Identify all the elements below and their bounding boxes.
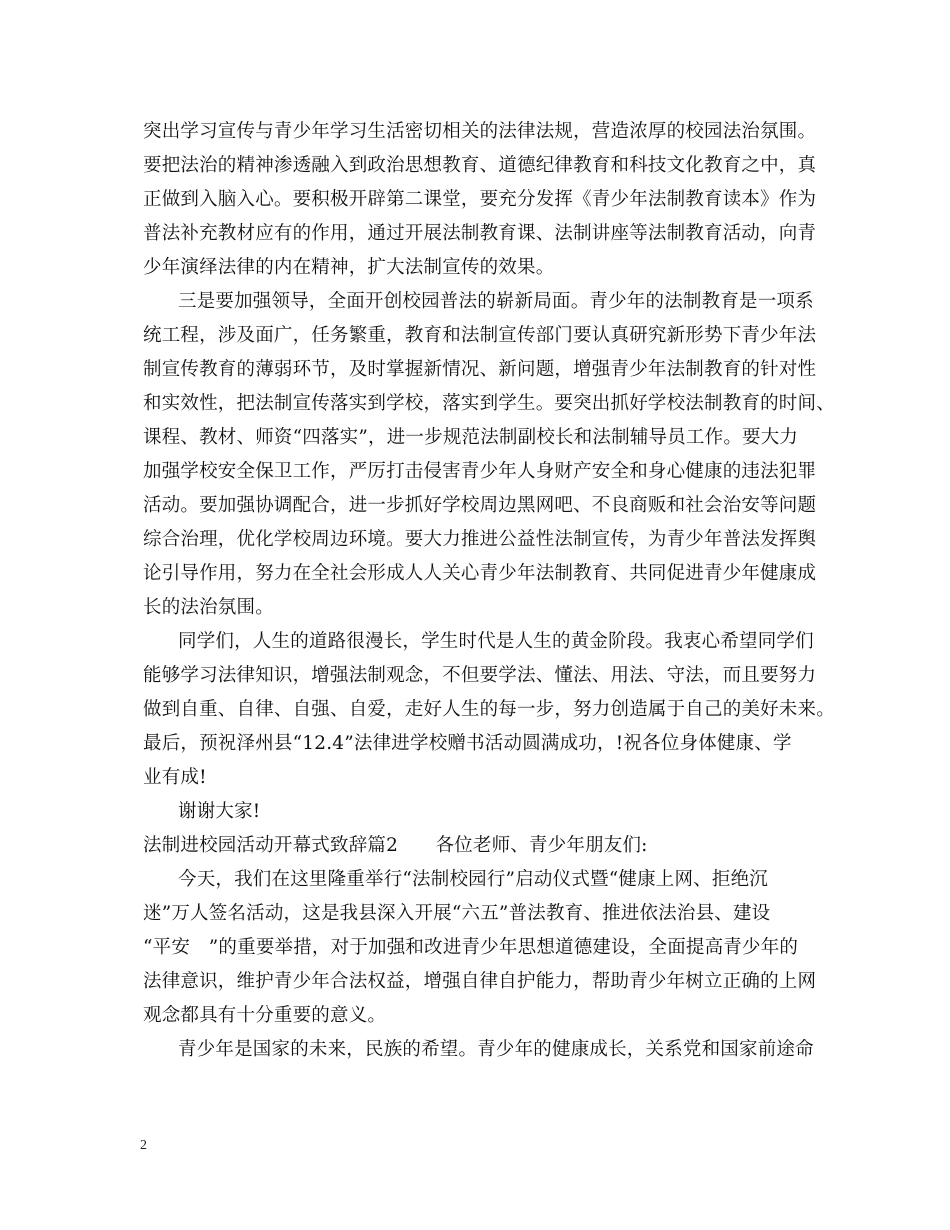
text-line: 制宣传教育的薄弱环节，及时掌握新情况、新问题，增强青少年法制教育的针对性	[143, 359, 817, 380]
section-title-line: 法制进校园活动开幕式致辞篇2 各位老师、青少年朋友们:	[143, 835, 648, 856]
text-line: 少年演绎法律的内在精神，扩大法制宣传的效果。	[143, 257, 555, 278]
text-line: 最后，预祝泽州县“12.4”法律进学校赠书活动圆满成功，!祝各位身体健康、学	[143, 733, 792, 754]
text-line: 青少年是国家的未来，民族的希望。青少年的健康成长，关系党和国家前途命	[178, 1039, 814, 1060]
text-line: “平安 ”的重要举措，对于加强和改进青少年思想道德建设，全面提高青少年的	[143, 937, 799, 958]
text-line: 综合治理，优化学校周边环境。要大力推进公益性法制宣传，为青少年普法发挥舆	[143, 529, 817, 550]
text-line: 统工程，涉及面广，任务繁重，教育和法制宣传部门要认真研究新形势下青少年法	[143, 325, 817, 346]
text-line: 长的法治氛围。	[143, 597, 274, 618]
text-line: 做到自重、自律、自强、自爱，走好人生的每一步，努力创造属于自己的美好未来。	[143, 699, 835, 720]
text-line: 普法补充教材应有的作用，通过开展法制教育课、法制讲座等法制教育活动，向青	[143, 223, 817, 244]
page-number: 2	[140, 1138, 147, 1153]
text-line: 课程、教材、师资“四落实”，进一步规范法制副校长和法制辅导员工作。要大力	[143, 427, 799, 448]
text-line: 正做到入脑入心。要积极开辟第二课堂，要充分发挥《青少年法制教育读本》作为	[143, 189, 817, 210]
text-line: 活动。要加强协调配合，进一步抓好学校周边黑网吧、不良商贩和社会治安等问题	[143, 495, 817, 516]
text-line: 和实效性，把法制宣传落实到学校，落实到学生。要突出抓好学校法制教育的时间、	[143, 393, 835, 414]
text-line: 观念都具有十分重要的意义。	[143, 1005, 387, 1026]
text-line: 谢谢大家!	[178, 801, 261, 822]
text-line: 论引导作用，努力在全社会形成人人关心青少年法制教育、共同促进青少年健康成	[143, 563, 817, 584]
text-line: 能够学习法律知识，增强法制观念，不但要学法、懂法、用法、守法，而且要努力	[143, 665, 817, 686]
text-line: 加强学校安全保卫工作，严厉打击侵害青少年人身财产安全和身心健康的违法犯罪	[143, 461, 817, 482]
text-line: 法律意识，维护青少年合法权益，增强自律自护能力，帮助青少年树立正确的上网	[143, 971, 817, 992]
text-line: 今天，我们在这里隆重举行“法制校园行”启动仪式暨“健康上网、拒绝沉	[178, 869, 768, 890]
text-line: 业有成!	[143, 767, 207, 788]
text-line: 要把法治的精神渗透融入到政治思想教育、道德纪律教育和科技文化教育之中，真	[143, 155, 817, 176]
text-line: 迷”万人签名活动，这是我县深入开展“六五”普法教育、推进依法治县、建设	[143, 903, 771, 924]
text-line: 突出学习宣传与青少年学习生活密切相关的法律法规，营造浓厚的校园法治氛围。	[143, 121, 817, 142]
text-line: 三是要加强领导，全面开创校园普法的崭新局面。青少年的法制教育是一项系	[178, 291, 814, 312]
text-line: 同学们，人生的道路很漫长，学生时代是人生的黄金阶段。我衷心希望同学们	[178, 631, 814, 652]
